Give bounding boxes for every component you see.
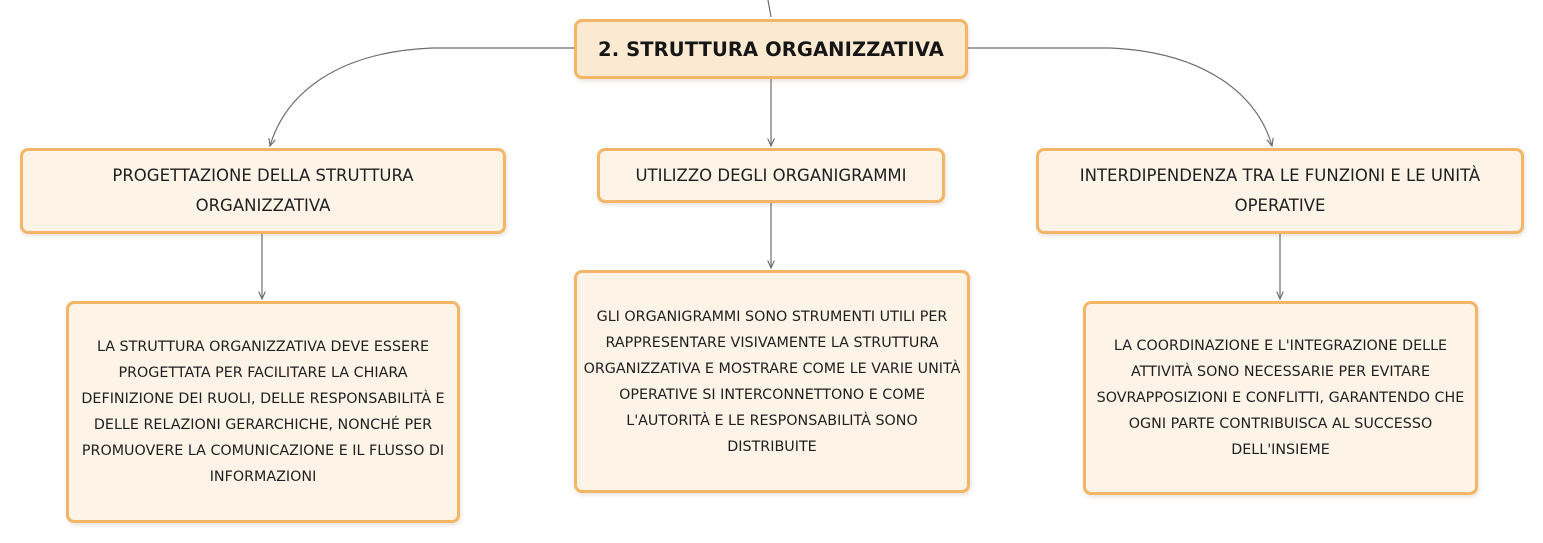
detail-node-text: GLI ORGANIGRAMMI SONO STRUMENTI UTILI PER RAPPRESENTARE VISIVAMENTE LA STRUTTURA ORGANIZZATIVA E MOSTRARE COME LE VARIE UNITÀ OPERATIVE SI INTERCONNETTONO E COME L'AUTORITÀ E LE RESPONSABILITÀ SONO DISTRIBUITE [583, 308, 961, 455]
topic-node-organigrammi[interactable] [597, 148, 945, 203]
root-node[interactable] [574, 19, 968, 79]
detail-node-organigrammi[interactable] [574, 270, 970, 493]
root-node-label: 2. STRUTTURA ORGANIZZATIVA [598, 37, 944, 61]
topic-node-label: PROGETTAZIONE DELLA STRUTTURA ORGANIZZATIVA [112, 166, 414, 215]
topic-node-label: UTILIZZO DEGLI ORGANIGRAMMI [635, 165, 907, 185]
detail-node-text: LA COORDINAZIONE E L'INTEGRAZIONE DELLE ATTIVITÀ SONO NECESSARIE PER EVITARE SOVRAPPOSIZIONI E CONFLITTI, GARANTENDO CHE OGNI PARTE CONTRIBUISCA AL SUCCESSO DELL'INSIEME [1096, 338, 1465, 458]
detail-node-text: LA STRUTTURA ORGANIZZATIVA DEVE ESSERE PROGETTATA PER FACILITARE LA CHIARA DEFINIZIONE DEI RUOLI, DELLE RESPONSABILITÀ E DELLE RELAZIONI GERARCHICHE, NONCHÉ PER PROMUOVERE LA COMUNICAZIONE E IL FLUSSO DI INFORMAZIONI [81, 339, 445, 485]
topic-node-label: INTERDIPENDENZA TRA LE FUNZIONI E LE UNITÀ OPERATIVE [1079, 166, 1481, 215]
topic-node-progettazione[interactable] [20, 148, 506, 234]
detail-node-interdipendenza[interactable] [1083, 301, 1478, 495]
topic-node-interdipendenza[interactable] [1036, 148, 1524, 234]
connector-root-to-topic-1 [270, 48, 574, 146]
connector-root-to-topic-3 [968, 48, 1272, 146]
detail-node-progettazione[interactable] [66, 301, 460, 523]
connector-parent-to-root [768, 0, 771, 17]
